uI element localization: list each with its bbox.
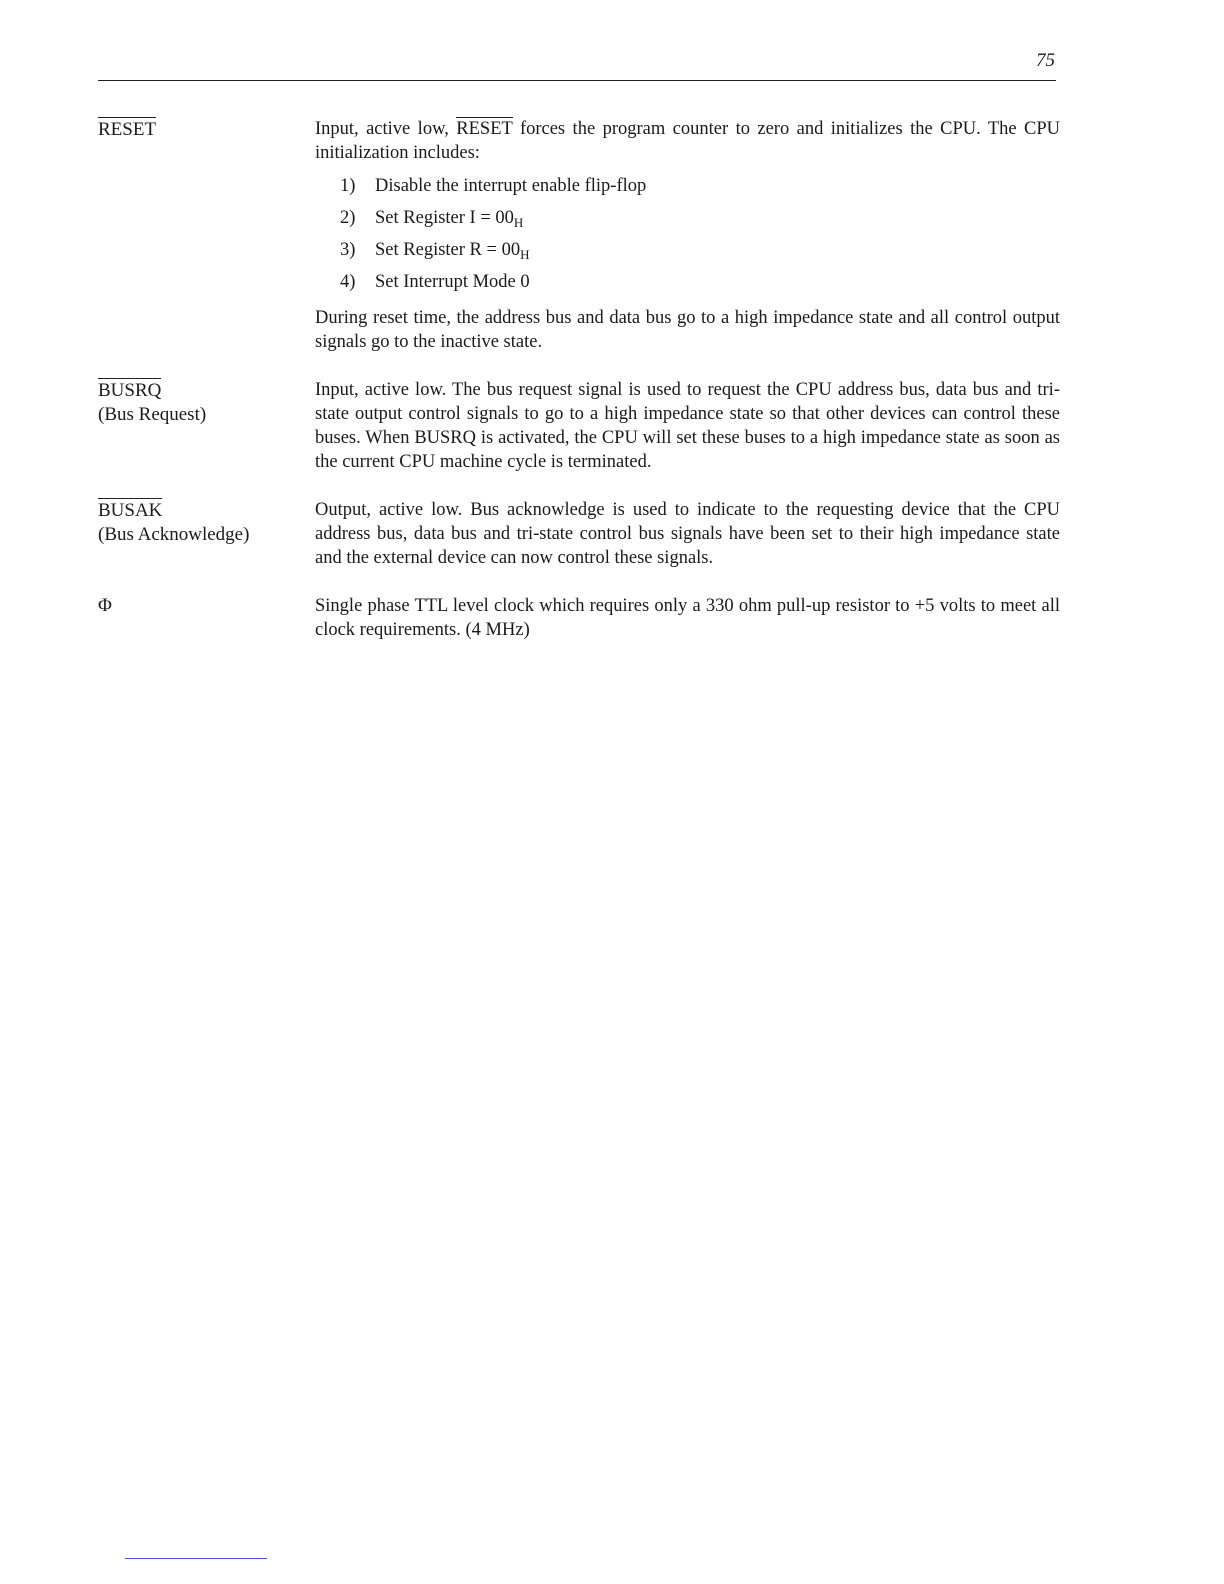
entry-term	[98, 594, 315, 642]
entry-description	[315, 378, 1060, 474]
entry-term	[98, 378, 315, 474]
list-item-number: 1)	[340, 176, 356, 196]
entry-term	[98, 498, 315, 570]
list-item-label: Disable the interrupt enable flip-flop	[375, 176, 647, 196]
entry-busrq	[98, 378, 1060, 474]
entry-term	[98, 117, 315, 354]
list-item-number: 3)	[340, 240, 356, 260]
entry-reset	[98, 117, 1060, 354]
header-rule	[98, 80, 1056, 81]
signal-name-inline: RESET	[456, 119, 513, 139]
initialization-list	[315, 174, 1060, 294]
entry-phi	[98, 594, 1060, 642]
signal-name-busrq: BUSRQ	[98, 380, 162, 401]
list-item-text	[375, 238, 529, 262]
busrq-description: Input, active low. The bus request signal is used to request the CPU address bus, data bus and tri-state output control signals to go to a high impedance state so that other devices can control these buses. When BUSRQ is activated, the CPU will set these buses to a high impedance state as soon as the current CPU machine cycle is terminated.	[315, 380, 1060, 472]
pin-description-list	[98, 117, 1060, 666]
reset-intro	[315, 117, 1060, 165]
reset-after-text: During reset time, the address bus and data bus go to a high impedance state and all control output signals go to the inactive state.	[315, 308, 1060, 352]
reset-intro-text-a: Input, active low,	[315, 119, 449, 139]
signal-name-phi: Φ	[98, 595, 112, 616]
entry-busak	[98, 498, 1060, 570]
list-item-label: Set Interrupt Mode 0	[375, 272, 530, 292]
list-item-number: 2)	[340, 208, 356, 228]
list-item-number: 4)	[340, 272, 356, 292]
list-item-text	[375, 206, 523, 230]
subscript: H	[520, 247, 530, 262]
footer-rule	[125, 1558, 267, 1559]
list-item	[340, 270, 1060, 294]
list-item-text	[375, 174, 646, 198]
signal-subtitle: (Bus Acknowledge)	[98, 524, 250, 545]
entry-description	[315, 117, 1060, 354]
signal-subtitle: (Bus Request)	[98, 404, 207, 425]
signal-name-reset: RESET	[98, 119, 157, 140]
phi-description: Single phase TTL level clock which requires only a 330 ohm pull-up resistor to +5 volts to meet all clock requirements. (4 MHz)	[315, 596, 1060, 640]
list-item-text	[375, 270, 530, 294]
busak-description: Output, active low. Bus acknowledge is used to indicate to the requesting device that the CPU address bus, data bus and tri-state control bus signals have been set to their high impedance state and the external device can now control these signals.	[315, 500, 1060, 568]
entry-description	[315, 498, 1060, 570]
reset-intro-text-b: forces the program counter to zero and initializes the CPU. The CPU initialization includes:	[315, 119, 1061, 163]
subscript: H	[513, 215, 524, 230]
list-item	[340, 174, 1060, 198]
page-number: 75	[1036, 50, 1055, 71]
list-item	[340, 238, 1060, 262]
list-item-label: Set Register R = 00	[375, 240, 521, 260]
signal-name-busak: BUSAK	[98, 500, 163, 521]
list-item	[340, 206, 1060, 230]
list-item-label: Set Register I = 00	[375, 208, 514, 228]
entry-description	[315, 594, 1060, 642]
